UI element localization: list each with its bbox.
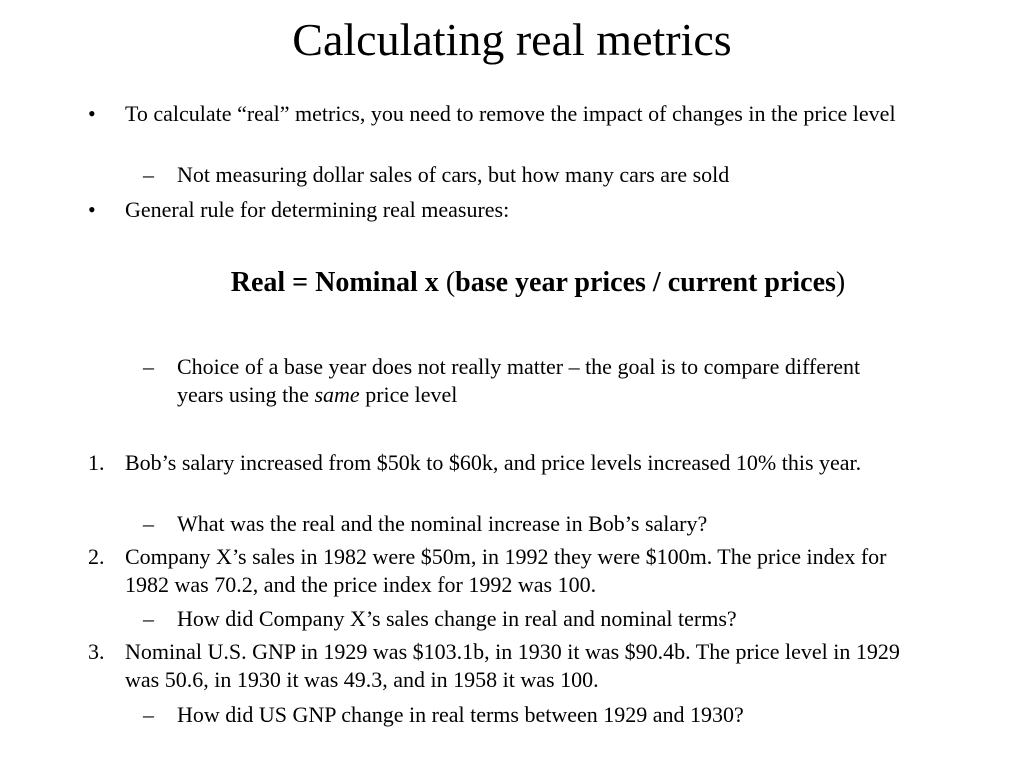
slide-title: Calculating real metrics (292, 14, 732, 65)
bullet-marker: • (88, 197, 96, 222)
problem-text: Bob’s salary increased from $50k to $60k, and price levels increased 10% this year. (125, 450, 862, 475)
bullet-text: General rule for determining real measures: (125, 197, 510, 222)
note-text: Choice of a base year does not really matter – the goal is to compare different years using the (177, 354, 861, 407)
sub-bullet-marker: – (143, 354, 154, 379)
sub-bullet-marker: – (143, 162, 154, 187)
base-year-note (177, 353, 897, 409)
problem-text: Nominal U.S. GNP in 1929 was $103.1b, in 1930 it was $90.4b. The price level in 1929 was 50.6, in 1930 it was 49.3, and in 1958 it was 100. (125, 639, 900, 692)
sub-bullet-text: Not measuring dollar sales of cars, but how many cars are sold (177, 162, 730, 187)
problem-text: Company X’s sales in 1982 were $50m, in 1992 they were $100m. The price index for 1982 was 70.2, and the price index for 1992 was 100. (125, 544, 887, 597)
formula-open-paren: ( (445, 267, 456, 298)
formula-lead: Real = Nominal x (230, 267, 446, 298)
problem-number: 3. (88, 639, 105, 664)
real-formula (0, 266, 1024, 300)
problem-number: 2. (88, 544, 105, 569)
formula-body: base year prices / current prices (455, 267, 836, 298)
sub-bullet-marker: – (143, 606, 154, 631)
problem-number: 1. (88, 450, 105, 475)
problem-question: What was the real and the nominal increase in Bob’s salary? (177, 511, 708, 536)
note-text-end: price level (359, 382, 458, 407)
bullet-marker: • (88, 101, 96, 126)
formula-close-paren: ) (835, 267, 846, 298)
bullet-text: To calculate “real” metrics, you need to remove the impact of changes in the price level (125, 101, 896, 126)
problem-question: How did US GNP change in real terms between 1929 and 1930? (177, 702, 744, 727)
note-emphasis: same (314, 382, 360, 407)
sub-bullet-marker: – (143, 511, 154, 536)
sub-bullet-marker: – (143, 702, 154, 727)
problem-question: How did Company X’s sales change in real and nominal terms? (177, 606, 737, 631)
